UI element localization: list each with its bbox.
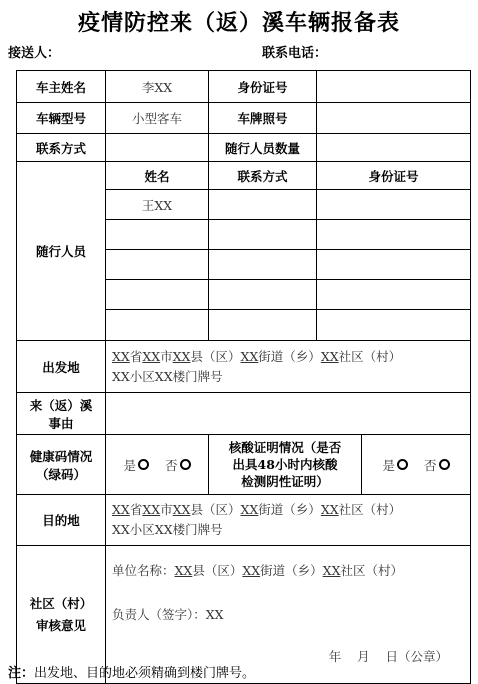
plate-number-label: 车牌照号 bbox=[209, 103, 317, 134]
table-row bbox=[17, 162, 471, 190]
companion-2-contact[interactable] bbox=[209, 220, 317, 250]
sender-label: 接送人： bbox=[8, 46, 61, 61]
review-date: 年 月 日（公章） bbox=[328, 648, 448, 664]
companion-5-name[interactable] bbox=[106, 310, 209, 341]
table-row bbox=[17, 103, 471, 134]
departure-label: 出发地 bbox=[17, 341, 106, 393]
footnote: 注：出发地、目的地必须精确到楼门牌号。 bbox=[8, 666, 256, 681]
destination-value[interactable]: XX省XX市XX县（区）XX街道（乡）XX社区（村） XX小区XX楼门牌号 bbox=[106, 495, 471, 546]
companion-5-id[interactable] bbox=[317, 310, 471, 341]
companion-3-contact[interactable] bbox=[209, 250, 317, 280]
companion-header-id: 身份证号 bbox=[317, 162, 471, 190]
companions-label: 随行人员 bbox=[17, 162, 106, 341]
companion-count-value[interactable] bbox=[317, 134, 471, 162]
companion-2-name[interactable] bbox=[106, 220, 209, 250]
companion-4-contact[interactable] bbox=[209, 280, 317, 310]
companion-header-contact: 联系方式 bbox=[209, 162, 317, 190]
id-number-value[interactable] bbox=[317, 71, 471, 103]
health-code-options bbox=[106, 435, 209, 495]
companion-4-id[interactable] bbox=[317, 280, 471, 310]
table-row bbox=[17, 435, 471, 495]
radio-icon bbox=[138, 459, 149, 470]
vehicle-type-value[interactable]: 小型客车 bbox=[106, 103, 209, 134]
id-number-label: 身份证号 bbox=[209, 71, 317, 103]
reason-label: 来（返）溪 事由 bbox=[17, 393, 106, 435]
vehicle-type-label: 车辆型号 bbox=[17, 103, 106, 134]
nucleic-test-label: 核酸证明情况（是否 出具48小时内核酸 检测阴性证明） bbox=[209, 435, 362, 495]
contact-label: 联系方式 bbox=[17, 134, 106, 162]
companion-header-name: 姓名 bbox=[106, 162, 209, 190]
companion-3-name[interactable] bbox=[106, 250, 209, 280]
review-responsible: 负责人（签字）：XX bbox=[112, 606, 224, 622]
owner-name-value[interactable]: 李XX bbox=[106, 71, 209, 103]
companion-count-label: 随行人员数量 bbox=[209, 134, 317, 162]
review-label: 社区（村） 审核意见 bbox=[17, 546, 106, 684]
report-table bbox=[16, 70, 471, 684]
nucleic-test-options bbox=[362, 435, 471, 495]
radio-icon bbox=[180, 459, 191, 470]
companion-1-id[interactable] bbox=[317, 190, 471, 220]
form-title: 疫情防控来（返）溪车辆报备表 bbox=[77, 10, 400, 36]
contact-value[interactable] bbox=[106, 134, 209, 162]
companion-5-contact[interactable] bbox=[209, 310, 317, 341]
table-row bbox=[17, 495, 471, 546]
companion-4-name[interactable] bbox=[106, 280, 209, 310]
table-row bbox=[17, 71, 471, 103]
health-code-label: 健康码情况 （绿码） bbox=[17, 435, 106, 495]
reason-value[interactable] bbox=[106, 393, 471, 435]
plate-number-value[interactable] bbox=[317, 103, 471, 134]
departure-value[interactable]: XX省XX市XX县（区）XX街道（乡）XX社区（村） XX小区XX楼门牌号 bbox=[106, 341, 471, 393]
destination-label: 目的地 bbox=[17, 495, 106, 546]
table-row bbox=[17, 134, 471, 162]
review-unit-line: 单位名称：XX县（区）XX街道（乡）XX社区（村） bbox=[112, 562, 403, 578]
companion-2-id[interactable] bbox=[317, 220, 471, 250]
companion-1-contact[interactable] bbox=[209, 190, 317, 220]
table-row bbox=[17, 341, 471, 393]
table-row bbox=[17, 393, 471, 435]
health-code-no[interactable]: 否 bbox=[165, 456, 191, 474]
companion-1-name[interactable]: 王XX bbox=[106, 190, 209, 220]
nucleic-test-no[interactable]: 否 bbox=[424, 456, 450, 474]
radio-icon bbox=[439, 459, 450, 470]
companion-3-id[interactable] bbox=[317, 250, 471, 280]
phone-label: 联系电话： bbox=[262, 46, 328, 61]
radio-icon bbox=[397, 459, 408, 470]
health-code-yes[interactable]: 是 bbox=[123, 456, 149, 474]
nucleic-test-yes[interactable]: 是 bbox=[382, 456, 408, 474]
owner-name-label: 车主姓名 bbox=[17, 71, 106, 103]
